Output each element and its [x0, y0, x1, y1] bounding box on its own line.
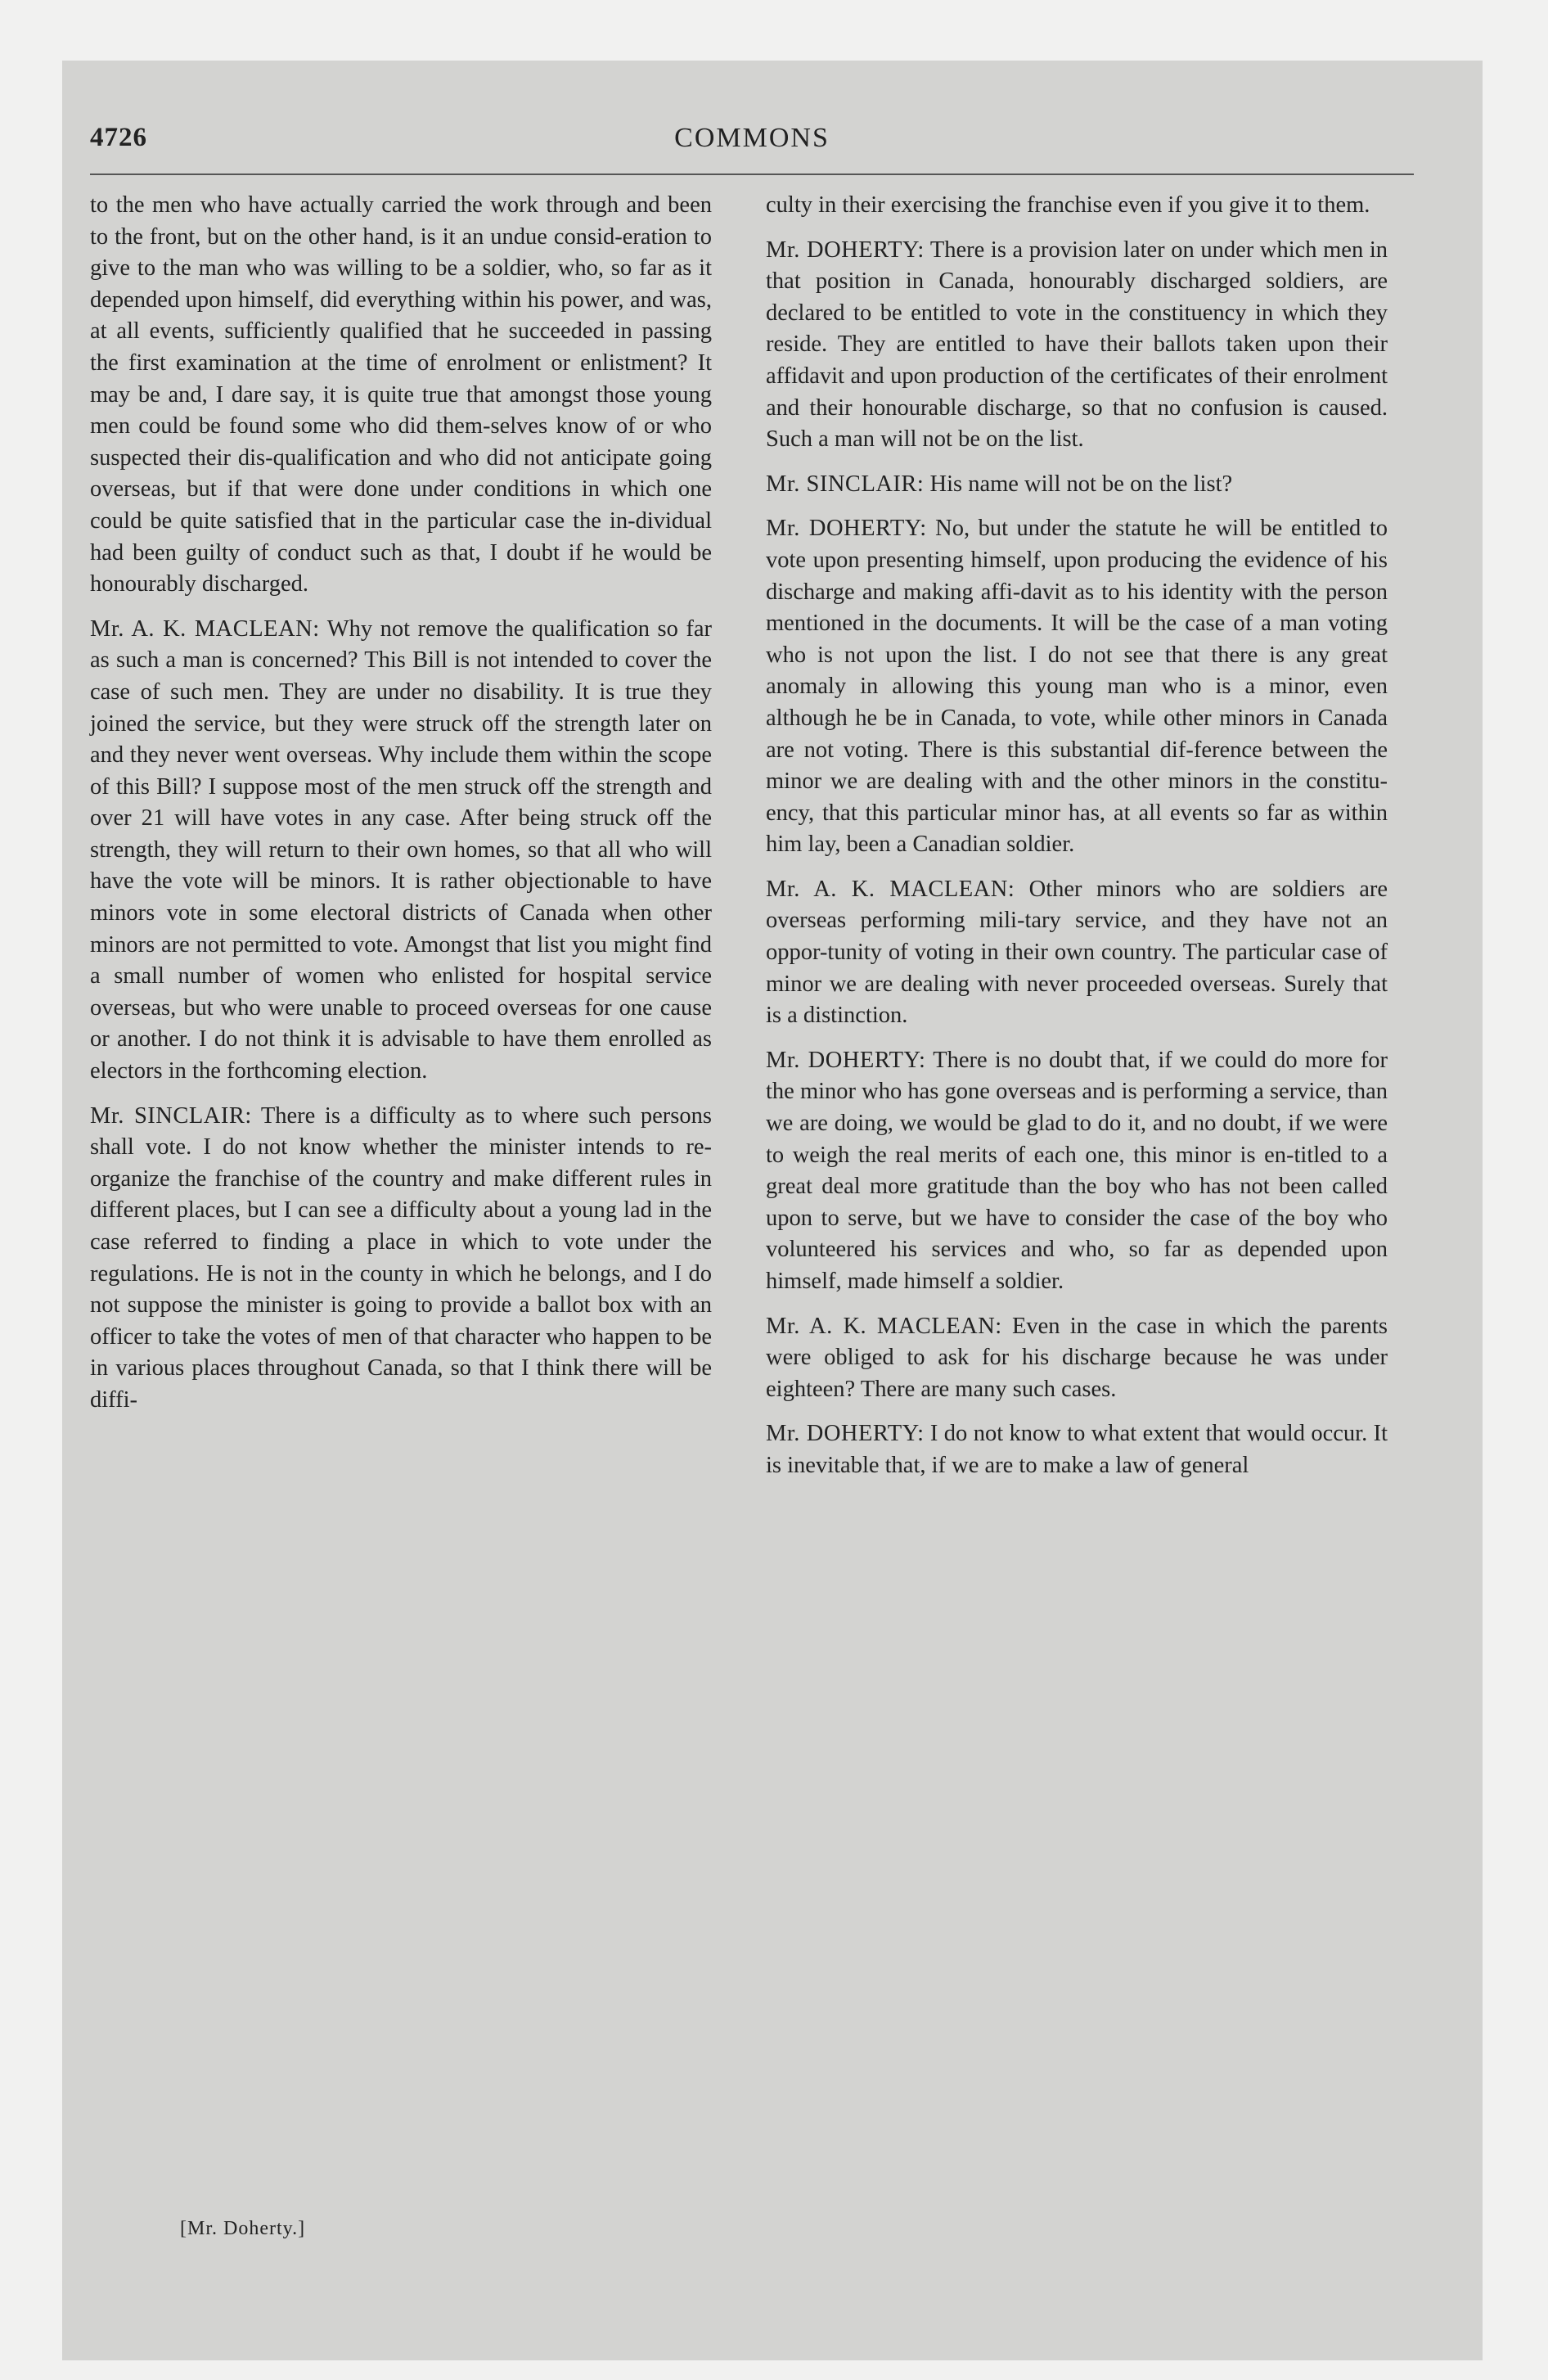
running-head: COMMONS: [674, 123, 830, 153]
speech-text: There is no doubt that, if we could do more for the minor who has gone overseas and is performing a service, than we are doing, we would be glad to do it, and no doubt, if we were to weigh the real merits of each one, this minor is en-titled to a great deal more gratitude than the boy who has not been called upon to serve, but we have to consider the case of the boy who volunteered his services and who, so far as depended upon himself, made himself a soldier.: [766, 1047, 1388, 1294]
speech-text: Even in the case in which the parents were obliged to ask for his discharge because he was under eighteen? There are many such cases.: [766, 1313, 1388, 1402]
paragraph-doherty-1: [766, 235, 1388, 456]
paragraph-sinclair-1: [90, 1101, 712, 1417]
speech-text: Why not remove the qualification so far as such a man is concerned? This Bill is not intended to cover the case of such men. They are under no disability. It is true they joined the service, but they were struck off the strength later on and they never went overseas. Why include them within the scope of this Bill? I suppose most of the men struck off the strength and over 21 will have votes in any case. After being struck off the strength, they will return to their own homes, so that all who will have the vote will be minors. It is rather objectionable to have minors vote in some electoral districts of Canada when other minors are not permitted to vote. Amongst that list you might find a small number of women who enlisted for hospital service overseas, but who were unable to proceed overseas for one cause or another. I do not think it is advisable to have them enrolled as electors in the forthcoming election.: [90, 615, 712, 1084]
paragraph-sinclair-2: [766, 469, 1388, 501]
speaker-name: Mr. DOHERTY:: [766, 237, 925, 263]
paragraph-doherty-4: [766, 1418, 1388, 1481]
paragraph-maclean-1: [90, 614, 712, 1088]
speech-text: There is a difficulty as to where such persons shall vote. I do not know whether the minister intends to re-organize the franchise of the country and make different rules in different places, but I can see a difficulty about a young lad in the case referred to finding a place in which to vote under the regulations. He is not in the county in which he belongs, and I do not suppose the minister is going to provide a ballot box with an officer to take the votes of men of that character who happen to be in various places throughout Canada, so that I think there will be diffi-: [90, 1102, 712, 1413]
speaker-name: Mr. A. K. MACLEAN:: [90, 615, 320, 642]
right-column: [766, 190, 1388, 1482]
speech-text: There is a provision later on under which men in that position in Canada, honourably discharged soldiers, are declared to be entitled to vote in the constituency in which they reside. They are entitled to have their ballots taken upon their affidavit and upon production of the certificates of their enrolment and their honourable discharge, so that no confusion is caused. Such a man will not be on the list.: [766, 237, 1388, 453]
speaker-name: Mr. A. K. MACLEAN:: [766, 876, 1015, 902]
speaker-name: Mr. A. K. MACLEAN:: [766, 1313, 1002, 1339]
speaker-name: Mr. SINCLAIR:: [766, 471, 925, 497]
page-number: 4726: [90, 123, 147, 152]
speech-text: His name will not be on the list?: [929, 471, 1233, 497]
paragraph-doherty-2: [766, 513, 1388, 861]
speaker-name: Mr. DOHERTY:: [766, 1047, 926, 1073]
paragraph-maclean-3: [766, 1311, 1388, 1406]
paragraph-continuation-right: culty in their exercising the franchise even if you give it to them.: [766, 192, 1370, 218]
paragraph-doherty-3: [766, 1045, 1388, 1298]
left-column: [90, 190, 712, 1417]
speaker-name: Mr. DOHERTY:: [766, 1421, 925, 1447]
speech-text: I do not know to what extent that would occur. It is inevitable that, if we are to make a law of general: [766, 1421, 1388, 1478]
speaker-name: Mr. SINCLAIR:: [90, 1102, 252, 1129]
page-header: [90, 123, 1414, 172]
speaker-name: Mr. DOHERTY:: [766, 516, 927, 542]
paragraph-continuation-left: to the men who have actually carried the work through and been to the front, but on the other hand, is it an undue consid-eration to give to the man who was willing to be a soldier, who, so far as it depended upon himself, did everything within his power, and was, at all events, sufficiently qualified that he succeeded in passing the first examination at the time of enrolment or enlistment? It may be and, I dare say, it is quite true that amongst those young men could be found some who did them-selves know of or who suspected their dis-qualification and who did not anticipate going overseas, but if that were done under conditions in which one could be quite satisfied that in the particular case the in-dividual had been guilty of conduct such as that, I doubt if he would be honourably discharged.: [90, 192, 712, 597]
speech-text: Other minors who are soldiers are overseas performing mili-tary service, and they have not an oppor-tunity of voting in their own country. The particular case of minor we are dealing with never proceeded overseas. Surely that is a distinction.: [766, 876, 1388, 1029]
footer-speaker-tag: [Mr. Doherty.]: [180, 2218, 306, 2239]
paragraph-maclean-2: [766, 874, 1388, 1032]
header-rule: [90, 174, 1414, 175]
speech-text: No, but under the statute he will be entitled to vote upon presenting himself, upon producing the evidence of his discharge and making affi-davit as to his identity with the person mentioned in the documents. It will be the case of a man voting who is not upon the list. I do not see that there is any great anomaly in allowing this young man who is a minor, even although he be in Canada, to vote, while other minors in Canada are not voting. There is this substantial dif-ference between the minor we are dealing with and the other minors in the constitu-ency, that this particular minor has, at all events so far as within him lay, been a Canadian soldier.: [766, 516, 1388, 858]
